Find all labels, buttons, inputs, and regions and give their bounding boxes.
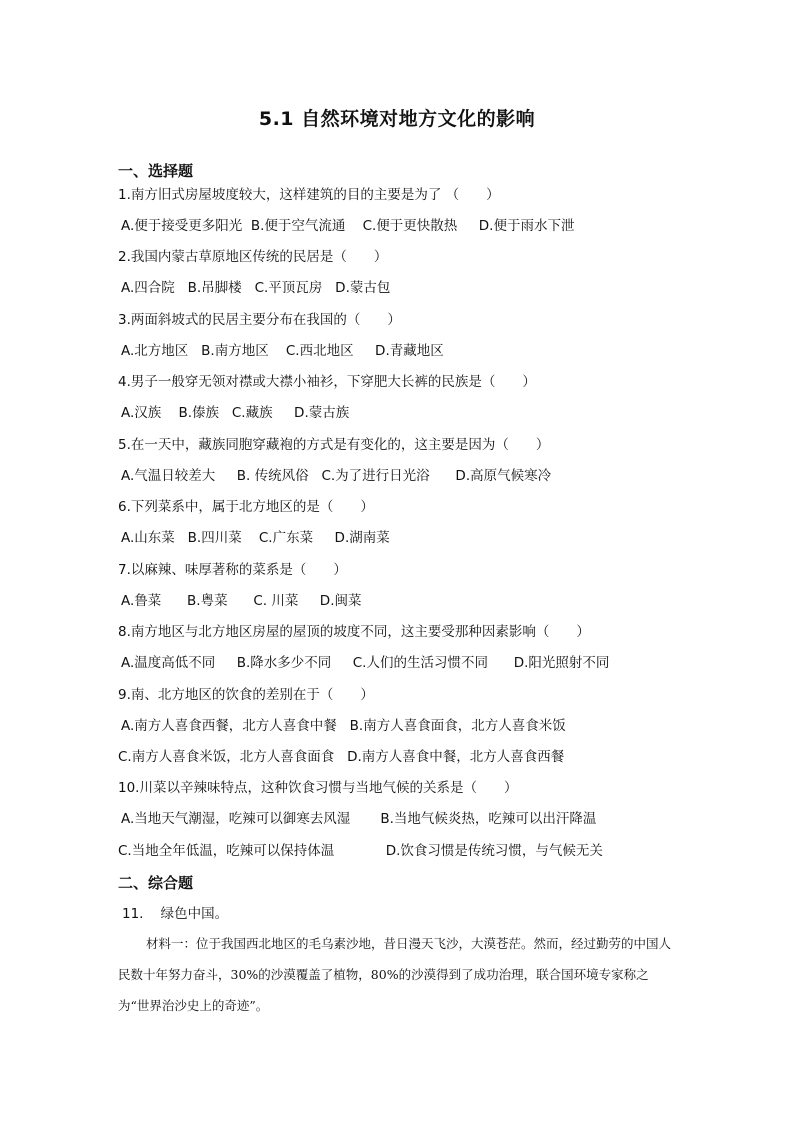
question-options: A.鲁菜 B.粤菜 C. 川菜 D.闽菜 xyxy=(121,593,362,609)
section-heading-choice: 一、选择题 xyxy=(118,162,194,180)
question-options: A.当地天气潮湿，吃辣可以御寒去风湿 B.当地气候炎热，吃辣可以出汗降温 xyxy=(121,811,597,827)
question-stem: 11. 绿色中国。 xyxy=(122,906,229,922)
question-stem: 2.我国内蒙古草原地区传统的民居是（ ） xyxy=(118,249,388,265)
question-options: C.当地全年低温，吃辣可以保持体温 D.饮食习惯是传统习惯，与气候无关 xyxy=(118,843,603,859)
question-stem: 8.南方地区与北方地区房屋的屋顶的坡度不同，这主要受那种因素影响（ ） xyxy=(118,624,590,640)
question-stem: 7.以麻辣、味厚著称的菜系是（ ） xyxy=(118,562,347,578)
section-heading-comprehensive: 二、综合题 xyxy=(118,874,194,892)
question-stem: 9.南、北方地区的饮食的差别在于（ ） xyxy=(118,687,374,703)
question-stem: 4.男子一般穿无领对襟或大襟小袖衫，下穿肥大长裤的民族是（ ） xyxy=(118,374,536,390)
question-options: C.南方人喜食米饭，北方人喜食面食 D.南方人喜食中餐，北方人喜食西餐 xyxy=(118,749,565,765)
question-stem: 5.在一天中，藏族同胞穿藏袍的方式是有变化的，这主要是因为（ ） xyxy=(118,437,550,453)
question-stem: 6.下列菜系中，属于北方地区的是（ ） xyxy=(118,499,374,515)
page-title: 5.1 自然环境对地方文化的影响 xyxy=(258,108,536,130)
material-paragraph: 材料一：位于我国西北地区的毛乌素沙地，昔日漫天飞沙，大漠苍茫。然而，经过勤劳的中国人民数十年努力奋斗，30%的沙漠覆盖了植物，80%的沙漠得到了成功治理，联合国环境专家称之为“世界治沙史上的奇迹”。 xyxy=(118,936,672,1013)
question-options: A.山东菜 B.四川菜 C.广东菜 D.湖南菜 xyxy=(121,530,390,546)
question-stem: 3.两面斜坡式的民居主要分布在我国的（ ） xyxy=(118,312,401,328)
question-options: A.四合院 B.吊脚楼 C.平顶瓦房 D.蒙古包 xyxy=(121,280,391,296)
question-options: A.北方地区 B.南方地区 C.西北地区 D.青藏地区 xyxy=(121,343,444,359)
question-stem: 10.川菜以辛辣味特点，这种饮食习惯与当地气候的关系是（ ） xyxy=(118,780,518,796)
question-options: A.汉族 B.傣族 C.藏族 D.蒙古族 xyxy=(121,405,350,421)
question-options: A.温度高低不同 B.降水多少不同 C.人们的生活习惯不同 D.阳光照射不同 xyxy=(121,655,610,671)
question-options: A.气温日较差大 B. 传统风俗 C.为了进行日光浴 D.高原气候寒冷 xyxy=(121,468,552,484)
question-options: A.南方人喜食西餐，北方人喜食中餐 B.南方人喜食面食，北方人喜食米饭 xyxy=(121,718,566,734)
question-options: A.便于接受更多阳光 B.便于空气流通 C.便于更快散热 D.便于雨水下泄 xyxy=(121,218,575,234)
question-stem: 1.南方旧式房屋坡度较大，这样建筑的目的主要是为了 （ ） xyxy=(118,187,500,203)
